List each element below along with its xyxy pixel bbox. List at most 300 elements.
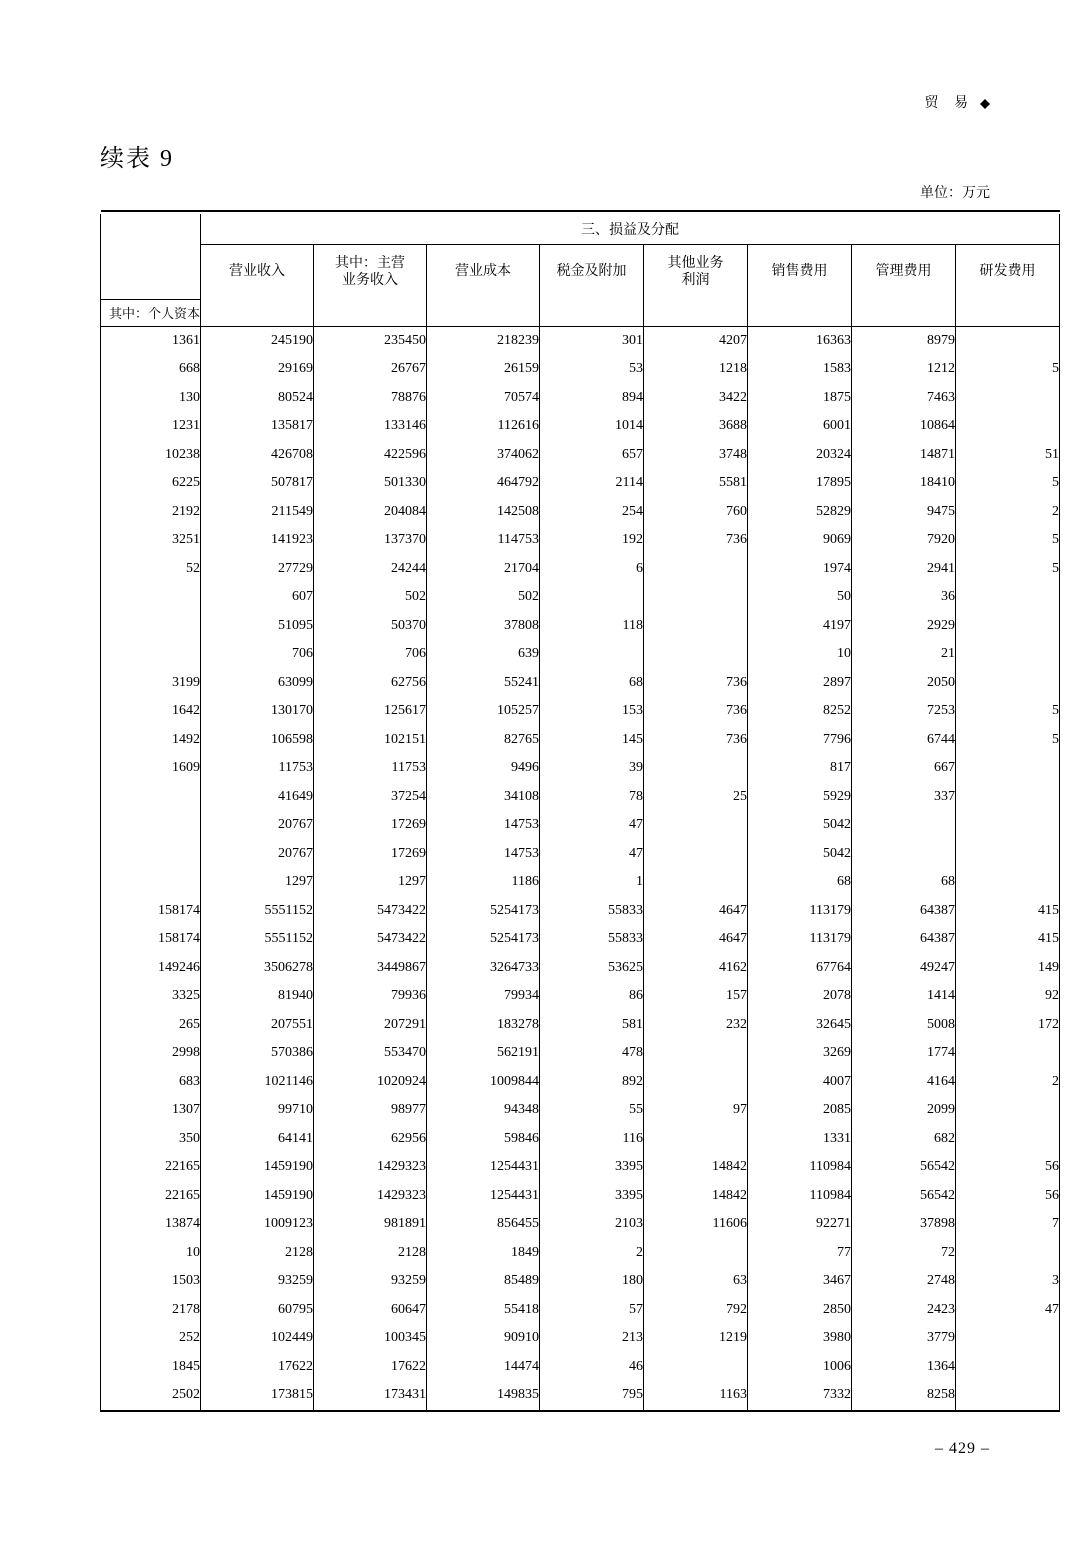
table-row bbox=[101, 897, 1060, 926]
table-cell bbox=[101, 868, 201, 897]
table-cell: 85489 bbox=[427, 1267, 540, 1296]
table-cell: 2050 bbox=[852, 669, 956, 698]
column-header-line: 其中：主营 bbox=[335, 255, 405, 271]
table-cell: 3269 bbox=[748, 1039, 852, 1068]
table-cell: 55833 bbox=[540, 897, 644, 926]
table-cell: 157 bbox=[644, 982, 748, 1011]
table-cell bbox=[540, 640, 644, 669]
table-cell: 1429323 bbox=[314, 1153, 427, 1182]
table-cell: 3395 bbox=[540, 1153, 644, 1182]
column-header-7 bbox=[852, 245, 956, 300]
table-cell: 149835 bbox=[427, 1381, 540, 1411]
table-cell: 2929 bbox=[852, 612, 956, 641]
table-cell: 502 bbox=[427, 583, 540, 612]
table-cell bbox=[956, 612, 1060, 641]
table-cell: 68 bbox=[852, 868, 956, 897]
table-cell: 2941 bbox=[852, 555, 956, 584]
table-cell: 36 bbox=[852, 583, 956, 612]
rule bbox=[101, 1411, 1060, 1414]
table-cell: 5042 bbox=[748, 840, 852, 869]
table-cell: 350 bbox=[101, 1125, 201, 1154]
table-cell: 158174 bbox=[101, 897, 201, 926]
table-cell: 1021146 bbox=[201, 1068, 314, 1097]
table-cell: 5 bbox=[956, 526, 1060, 555]
table-cell: 3980 bbox=[748, 1324, 852, 1353]
table-cell: 68 bbox=[540, 669, 644, 698]
table-cell: 2114 bbox=[540, 469, 644, 498]
table-cell: 60647 bbox=[314, 1296, 427, 1325]
group-header-row bbox=[101, 214, 1060, 245]
table-cell bbox=[956, 1353, 1060, 1382]
table-cell: 607 bbox=[201, 583, 314, 612]
table-cell: 9475 bbox=[852, 498, 956, 527]
table-cell bbox=[644, 1125, 748, 1154]
table-cell: 11606 bbox=[644, 1210, 748, 1239]
column-header-line: 销售费用 bbox=[771, 264, 828, 280]
table-cell: 22165 bbox=[101, 1153, 201, 1182]
table-cell: 67764 bbox=[748, 954, 852, 983]
table-cell: 667 bbox=[852, 754, 956, 783]
table-cell: 64387 bbox=[852, 897, 956, 926]
table-cell: 245190 bbox=[201, 326, 314, 355]
table-cell: 4207 bbox=[644, 326, 748, 355]
table-cell: 26159 bbox=[427, 355, 540, 384]
table-cell: 2085 bbox=[748, 1096, 852, 1125]
table-cell: 32645 bbox=[748, 1011, 852, 1040]
table-cell: 81940 bbox=[201, 982, 314, 1011]
table-row bbox=[101, 1011, 1060, 1040]
table-cell: 2850 bbox=[748, 1296, 852, 1325]
table-cell bbox=[644, 754, 748, 783]
table-cell: 8258 bbox=[852, 1381, 956, 1411]
table-cell: 1774 bbox=[852, 1039, 956, 1068]
table-cell bbox=[644, 1239, 748, 1268]
table-cell: 172 bbox=[956, 1011, 1060, 1040]
table-cell: 78876 bbox=[314, 384, 427, 413]
table-cell: 118 bbox=[540, 612, 644, 641]
table-cell: 207551 bbox=[201, 1011, 314, 1040]
table-cell: 52 bbox=[101, 555, 201, 584]
table-cell: 1609 bbox=[101, 754, 201, 783]
table-cell: 3395 bbox=[540, 1182, 644, 1211]
table-row bbox=[101, 1381, 1060, 1411]
table-cell: 1219 bbox=[644, 1324, 748, 1353]
group-header-label: 三、损益及分配 bbox=[201, 214, 1060, 245]
table-cell: 204084 bbox=[314, 498, 427, 527]
table-row bbox=[101, 1353, 1060, 1382]
table-row bbox=[101, 1125, 1060, 1154]
table-cell: 93259 bbox=[314, 1267, 427, 1296]
table-cell: 56542 bbox=[852, 1153, 956, 1182]
table-cell: 3251 bbox=[101, 526, 201, 555]
column-header-5 bbox=[644, 245, 748, 300]
table-cell: 102449 bbox=[201, 1324, 314, 1353]
table-cell: 1364 bbox=[852, 1353, 956, 1382]
table-cell: 2128 bbox=[314, 1239, 427, 1268]
table-cell: 856455 bbox=[427, 1210, 540, 1239]
table-cell: 4647 bbox=[644, 897, 748, 926]
table-cell: 1583 bbox=[748, 355, 852, 384]
table-cell: 10 bbox=[748, 640, 852, 669]
table-cell: 14753 bbox=[427, 840, 540, 869]
table-cell: 142508 bbox=[427, 498, 540, 527]
table-cell: 9069 bbox=[748, 526, 852, 555]
table-cell: 5 bbox=[956, 555, 1060, 584]
table-cell: 137370 bbox=[314, 526, 427, 555]
table-cell bbox=[956, 811, 1060, 840]
table-cell bbox=[101, 583, 201, 612]
table-cell: 180 bbox=[540, 1267, 644, 1296]
table-cell: 113179 bbox=[748, 925, 852, 954]
table-cell: 34108 bbox=[427, 783, 540, 812]
table-cell bbox=[852, 811, 956, 840]
table-cell: 1014 bbox=[540, 412, 644, 441]
table-cell: 7 bbox=[956, 1210, 1060, 1239]
table-cell: 11753 bbox=[314, 754, 427, 783]
table-cell: 133146 bbox=[314, 412, 427, 441]
table-row bbox=[101, 526, 1060, 555]
table-cell: 706 bbox=[314, 640, 427, 669]
table-cell: 145 bbox=[540, 726, 644, 755]
table-cell: 706 bbox=[201, 640, 314, 669]
stub-subheader-filler bbox=[956, 299, 1060, 326]
column-header-line: 业务收入 bbox=[342, 273, 398, 288]
table-cell bbox=[956, 783, 1060, 812]
running-head-label: 贸 易 bbox=[924, 96, 974, 111]
table-cell: 93259 bbox=[201, 1267, 314, 1296]
table-cell: 4197 bbox=[748, 612, 852, 641]
unit-label: 单位：万元 bbox=[920, 186, 990, 201]
table-cell: 62756 bbox=[314, 669, 427, 698]
table-cell: 736 bbox=[644, 726, 748, 755]
table-cell: 668 bbox=[101, 355, 201, 384]
table-cell: 5551152 bbox=[201, 925, 314, 954]
table-row bbox=[101, 1039, 1060, 1068]
table-cell: 20324 bbox=[748, 441, 852, 470]
stub-subheader-filler bbox=[748, 299, 852, 326]
table-cell: 86 bbox=[540, 982, 644, 1011]
table-cell: 55 bbox=[540, 1096, 644, 1125]
table-cell: 9496 bbox=[427, 754, 540, 783]
table-row bbox=[101, 840, 1060, 869]
table-cell: 21 bbox=[852, 640, 956, 669]
table-row bbox=[101, 1182, 1060, 1211]
table-cell bbox=[956, 754, 1060, 783]
column-header-3 bbox=[427, 245, 540, 300]
table-cell: 10238 bbox=[101, 441, 201, 470]
table-cell: 14753 bbox=[427, 811, 540, 840]
table-cell: 5 bbox=[956, 469, 1060, 498]
table-cell: 14474 bbox=[427, 1353, 540, 1382]
table-cell: 1429323 bbox=[314, 1182, 427, 1211]
table-cell: 10864 bbox=[852, 412, 956, 441]
table-cell: 374062 bbox=[427, 441, 540, 470]
table-cell: 55833 bbox=[540, 925, 644, 954]
table-cell bbox=[956, 326, 1060, 355]
stub-subheader-filler bbox=[852, 299, 956, 326]
table-cell: 14842 bbox=[644, 1153, 748, 1182]
stub-subheader-filler bbox=[314, 299, 427, 326]
table-cell: 894 bbox=[540, 384, 644, 413]
table-cell: 3779 bbox=[852, 1324, 956, 1353]
table-cell bbox=[956, 1381, 1060, 1411]
table-cell: 6001 bbox=[748, 412, 852, 441]
column-header-8 bbox=[956, 245, 1060, 300]
table-cell: 80524 bbox=[201, 384, 314, 413]
table-cell: 422596 bbox=[314, 441, 427, 470]
table-row bbox=[101, 1239, 1060, 1268]
table-cell bbox=[956, 1125, 1060, 1154]
table-cell: 77 bbox=[748, 1239, 852, 1268]
table-cell: 507817 bbox=[201, 469, 314, 498]
table-cell: 252 bbox=[101, 1324, 201, 1353]
table-cell: 1186 bbox=[427, 868, 540, 897]
table-cell: 2502 bbox=[101, 1381, 201, 1411]
table-cell: 1361 bbox=[101, 326, 201, 355]
table-cell bbox=[956, 1039, 1060, 1068]
table-cell: 106598 bbox=[201, 726, 314, 755]
table-cell: 64141 bbox=[201, 1125, 314, 1154]
table-cell: 92 bbox=[956, 982, 1060, 1011]
table-cell: 141923 bbox=[201, 526, 314, 555]
column-header-line: 研发费用 bbox=[979, 264, 1036, 280]
table-cell: 2423 bbox=[852, 1296, 956, 1325]
table-cell: 337 bbox=[852, 783, 956, 812]
table-cell: 26767 bbox=[314, 355, 427, 384]
table-cell: 7253 bbox=[852, 697, 956, 726]
table-cell: 5 bbox=[956, 726, 1060, 755]
table-cell: 192 bbox=[540, 526, 644, 555]
table-cell bbox=[644, 840, 748, 869]
table-cell: 1218 bbox=[644, 355, 748, 384]
table-cell: 1009123 bbox=[201, 1210, 314, 1239]
table-cell bbox=[956, 1324, 1060, 1353]
table-cell: 53 bbox=[540, 355, 644, 384]
table-cell: 7796 bbox=[748, 726, 852, 755]
table-cell: 17622 bbox=[314, 1353, 427, 1382]
table-cell: 79936 bbox=[314, 982, 427, 1011]
table-cell: 3449867 bbox=[314, 954, 427, 983]
table-row bbox=[101, 412, 1060, 441]
table-cell: 82765 bbox=[427, 726, 540, 755]
stub-subheader-filler bbox=[201, 299, 314, 326]
table-cell bbox=[644, 555, 748, 584]
table-cell: 235450 bbox=[314, 326, 427, 355]
table-cell: 11753 bbox=[201, 754, 314, 783]
table-cell: 16363 bbox=[748, 326, 852, 355]
table-cell: 63099 bbox=[201, 669, 314, 698]
table-row bbox=[101, 612, 1060, 641]
table-row bbox=[101, 669, 1060, 698]
table-cell: 1414 bbox=[852, 982, 956, 1011]
table-cell bbox=[956, 412, 1060, 441]
table-cell: 51095 bbox=[201, 612, 314, 641]
table-cell: 149 bbox=[956, 954, 1060, 983]
table-cell: 56 bbox=[956, 1153, 1060, 1182]
table-cell: 639 bbox=[427, 640, 540, 669]
table-cell: 72 bbox=[852, 1239, 956, 1268]
page-title: 续表 9 bbox=[100, 146, 174, 172]
table-cell: 5254173 bbox=[427, 897, 540, 926]
table-row bbox=[101, 1267, 1060, 1296]
table-cell: 116 bbox=[540, 1125, 644, 1154]
table-cell: 478 bbox=[540, 1039, 644, 1068]
table-cell: 1231 bbox=[101, 412, 201, 441]
table-cell bbox=[101, 840, 201, 869]
table-cell: 3422 bbox=[644, 384, 748, 413]
table-cell: 68 bbox=[748, 868, 852, 897]
table-cell: 1020924 bbox=[314, 1068, 427, 1097]
table-cell: 102151 bbox=[314, 726, 427, 755]
table-row bbox=[101, 1324, 1060, 1353]
table-cell: 3688 bbox=[644, 412, 748, 441]
table-cell: 795 bbox=[540, 1381, 644, 1411]
stub-subheader-label: 其中：个人资本 bbox=[101, 299, 201, 326]
table-cell: 5254173 bbox=[427, 925, 540, 954]
table-row bbox=[101, 555, 1060, 584]
table-cell: 5042 bbox=[748, 811, 852, 840]
table-cell: 110984 bbox=[748, 1182, 852, 1211]
table-cell: 125617 bbox=[314, 697, 427, 726]
table-cell: 55418 bbox=[427, 1296, 540, 1325]
table-cell: 5473422 bbox=[314, 925, 427, 954]
table-cell: 92271 bbox=[748, 1210, 852, 1239]
table-cell: 25 bbox=[644, 783, 748, 812]
table-cell: 53625 bbox=[540, 954, 644, 983]
table-cell: 553470 bbox=[314, 1039, 427, 1068]
table-cell: 37808 bbox=[427, 612, 540, 641]
table-cell: 981891 bbox=[314, 1210, 427, 1239]
table-cell: 94348 bbox=[427, 1096, 540, 1125]
table-cell: 426708 bbox=[201, 441, 314, 470]
table-cell: 213 bbox=[540, 1324, 644, 1353]
table-cell: 135817 bbox=[201, 412, 314, 441]
table-cell: 14842 bbox=[644, 1182, 748, 1211]
table-cell: 1212 bbox=[852, 355, 956, 384]
table-row bbox=[101, 640, 1060, 669]
table-cell: 1297 bbox=[201, 868, 314, 897]
stub-corner-cell bbox=[101, 214, 201, 245]
table-cell: 892 bbox=[540, 1068, 644, 1097]
table-cell: 3 bbox=[956, 1267, 1060, 1296]
table-cell: 8252 bbox=[748, 697, 852, 726]
column-header-1 bbox=[201, 245, 314, 300]
column-header-line: 营业成本 bbox=[455, 264, 511, 280]
table-cell: 173815 bbox=[201, 1381, 314, 1411]
table-row bbox=[101, 1096, 1060, 1125]
table-cell: 301 bbox=[540, 326, 644, 355]
table-cell: 13874 bbox=[101, 1210, 201, 1239]
table-cell: 49247 bbox=[852, 954, 956, 983]
table-cell: 173431 bbox=[314, 1381, 427, 1411]
table-cell: 1492 bbox=[101, 726, 201, 755]
table-cell: 254 bbox=[540, 498, 644, 527]
table-cell: 7920 bbox=[852, 526, 956, 555]
table-cell: 1642 bbox=[101, 697, 201, 726]
page-number: – 429 – bbox=[935, 1440, 990, 1457]
table-cell: 17895 bbox=[748, 469, 852, 498]
table-cell: 47 bbox=[956, 1296, 1060, 1325]
table-row bbox=[101, 384, 1060, 413]
table-cell: 6225 bbox=[101, 469, 201, 498]
table-cell: 27729 bbox=[201, 555, 314, 584]
table-cell: 7332 bbox=[748, 1381, 852, 1411]
table-cell: 2178 bbox=[101, 1296, 201, 1325]
table-cell: 1 bbox=[540, 868, 644, 897]
table-cell: 1503 bbox=[101, 1267, 201, 1296]
table-cell: 10 bbox=[101, 1239, 201, 1268]
table-row bbox=[101, 754, 1060, 783]
table-cell: 1254431 bbox=[427, 1153, 540, 1182]
table-cell: 90910 bbox=[427, 1324, 540, 1353]
table-cell: 4162 bbox=[644, 954, 748, 983]
table-cell: 4007 bbox=[748, 1068, 852, 1097]
table-cell: 207291 bbox=[314, 1011, 427, 1040]
table-cell: 5929 bbox=[748, 783, 852, 812]
table-cell: 50 bbox=[748, 583, 852, 612]
table-cell: 657 bbox=[540, 441, 644, 470]
column-header-line: 利润 bbox=[681, 273, 710, 288]
table-row bbox=[101, 982, 1060, 1011]
table-cell: 265 bbox=[101, 1011, 201, 1040]
column-header-line: 营业收入 bbox=[229, 264, 285, 280]
table-cell: 736 bbox=[644, 526, 748, 555]
stub-subheader-filler bbox=[644, 299, 748, 326]
table-cell: 5473422 bbox=[314, 897, 427, 926]
table-cell: 1459190 bbox=[201, 1182, 314, 1211]
table-cell bbox=[644, 1039, 748, 1068]
table-cell: 56 bbox=[956, 1182, 1060, 1211]
table-cell: 47 bbox=[540, 811, 644, 840]
table-cell: 98977 bbox=[314, 1096, 427, 1125]
table-cell: 1845 bbox=[101, 1353, 201, 1382]
table-row bbox=[101, 1068, 1060, 1097]
table-cell: 232 bbox=[644, 1011, 748, 1040]
table-cell: 760 bbox=[644, 498, 748, 527]
table-cell: 5008 bbox=[852, 1011, 956, 1040]
table-cell: 110984 bbox=[748, 1153, 852, 1182]
table-cell: 24244 bbox=[314, 555, 427, 584]
table-bottom-rule bbox=[101, 1411, 1060, 1414]
table-cell: 2099 bbox=[852, 1096, 956, 1125]
table-cell: 5 bbox=[956, 697, 1060, 726]
table-cell: 52829 bbox=[748, 498, 852, 527]
column-header-2 bbox=[314, 245, 427, 300]
table-cell: 153 bbox=[540, 697, 644, 726]
table-cell: 56542 bbox=[852, 1182, 956, 1211]
column-header-line: 税金及附加 bbox=[556, 264, 627, 280]
table-cell bbox=[956, 669, 1060, 698]
table-row bbox=[101, 441, 1060, 470]
table-row bbox=[101, 783, 1060, 812]
table-cell: 5 bbox=[956, 355, 1060, 384]
table-cell: 130 bbox=[101, 384, 201, 413]
table-cell: 70574 bbox=[427, 384, 540, 413]
table-row bbox=[101, 355, 1060, 384]
table-cell bbox=[956, 384, 1060, 413]
table-cell: 100345 bbox=[314, 1324, 427, 1353]
table-cell: 46 bbox=[540, 1353, 644, 1382]
table-cell: 60795 bbox=[201, 1296, 314, 1325]
table-cell: 50370 bbox=[314, 612, 427, 641]
table-cell: 736 bbox=[644, 697, 748, 726]
table-cell: 1459190 bbox=[201, 1153, 314, 1182]
table-cell: 2897 bbox=[748, 669, 852, 698]
table-cell: 1297 bbox=[314, 868, 427, 897]
table-cell bbox=[644, 1353, 748, 1382]
table-cell: 3467 bbox=[748, 1267, 852, 1296]
table-cell: 1875 bbox=[748, 384, 852, 413]
